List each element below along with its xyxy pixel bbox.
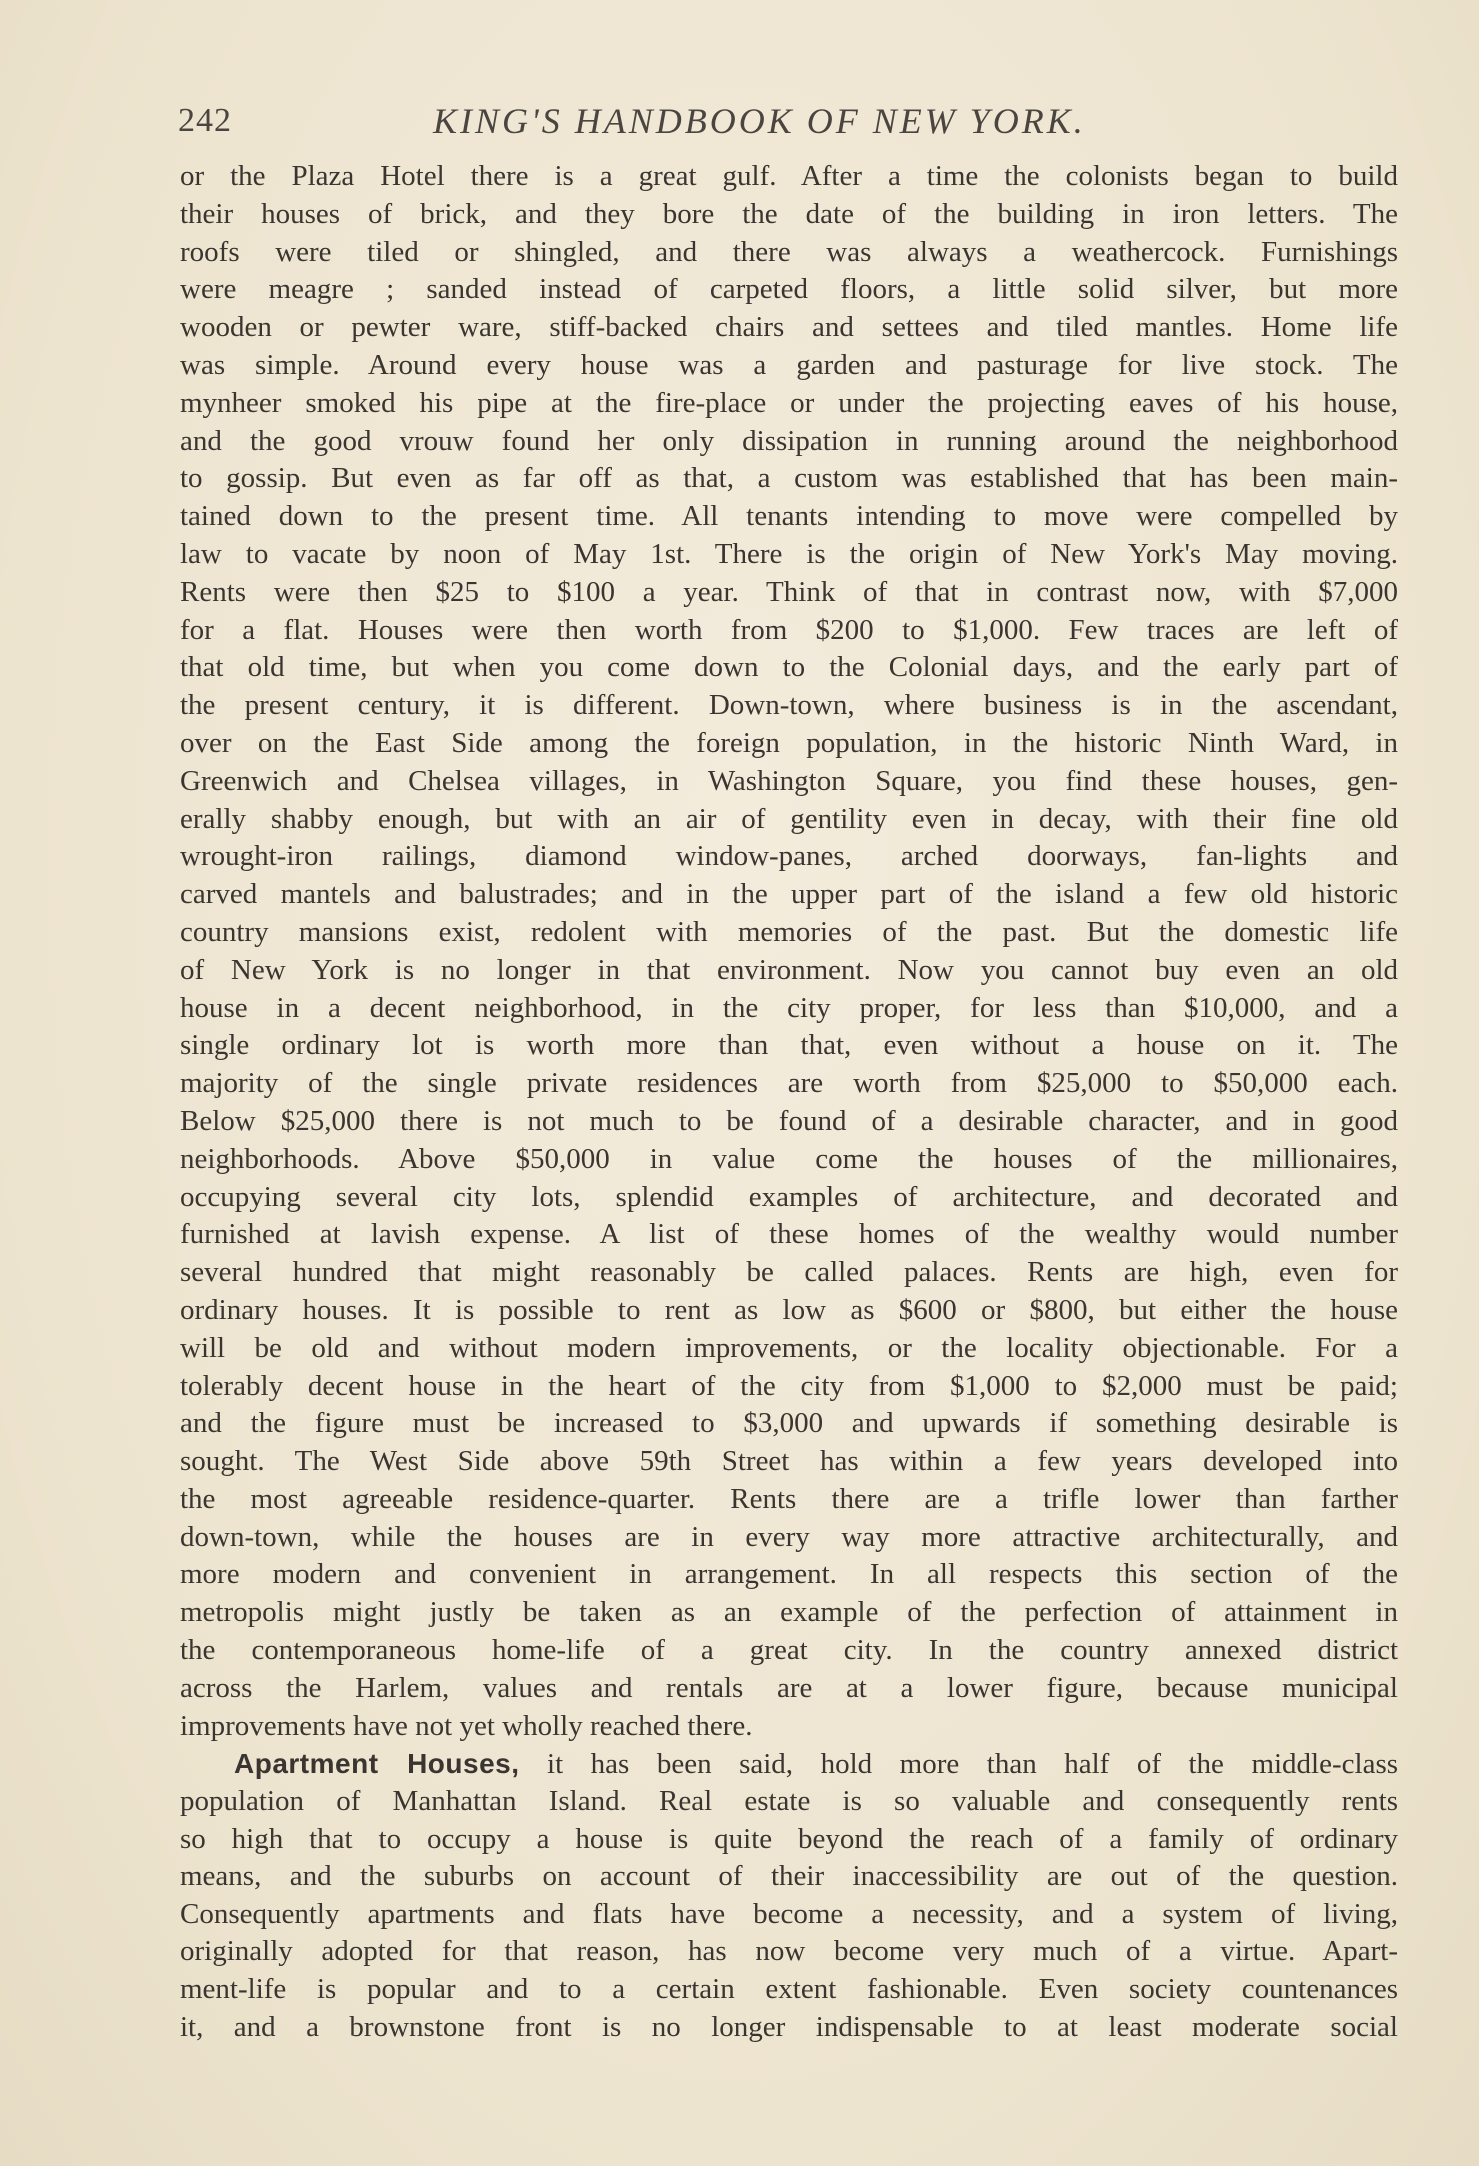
text-line: was simple. Around every house was a garden and pasturage for live stock. The <box>180 348 1398 381</box>
text-line: will be old and without modern improvements, or the locality objectionable. For a <box>180 1331 1398 1364</box>
text-line: law to vacate by noon of May 1st. There is the origin of New York's May moving. <box>180 537 1398 570</box>
text-line: neighborhoods. Above $50,000 in value come the houses of the millionaires, <box>180 1142 1398 1175</box>
text-line: house in a decent neighborhood, in the city proper, for less than $10,000, and a <box>180 991 1398 1024</box>
text-line: ordinary houses. It is possible to rent as low as $600 or $800, but either the house <box>180 1293 1398 1326</box>
text-line: country mansions exist, redolent with memories of the past. But the domestic life <box>180 915 1398 948</box>
text-line: Rents were then $25 to $100 a year. Think of that in contrast now, with $7,000 <box>180 575 1398 608</box>
text-line: across the Harlem, values and rentals are at a lower figure, because municipal <box>180 1671 1398 1704</box>
text-line: carved mantels and balustrades; and in the upper part of the island a few old historic <box>180 878 1398 911</box>
text-line: means, and the suburbs on account of their inaccessibility are out of the question. <box>180 1860 1398 1893</box>
text-line: single ordinary lot is worth more than that, even without a house on it. The <box>180 1029 1398 1062</box>
text-line: were meagre ; sanded instead of carpeted floors, a little solid silver, but more <box>180 273 1398 306</box>
text-line: so high that to occupy a house is quite beyond the reach of a family of ordinary <box>180 1822 1398 1855</box>
text-line: that old time, but when you come down to the Colonial days, and the early part of <box>180 651 1398 684</box>
text-line: or the Plaza Hotel there is a great gulf. After a time the colonists began to build <box>180 160 1398 192</box>
text-line-rest: it has been said, hold more than half of the middle-class <box>519 1748 1398 1781</box>
text-line: population of Manhattan Island. Real estate is so valuable and consequently rents <box>180 1785 1398 1818</box>
page-header <box>178 92 1408 148</box>
text-line: furnished at lavish expense. A list of these homes of the wealthy would number <box>180 1218 1398 1251</box>
text-line: tolerably decent house in the heart of the city from $1,000 to $2,000 must be paid; <box>180 1369 1398 1402</box>
section-lead-heading: Apartment Houses, <box>234 1748 520 1780</box>
text-line: the most agreeable residence-quarter. Rents there are a trifle lower than farther <box>180 1482 1398 1515</box>
text-line: and the figure must be increased to $3,000 and upwards if something desirable is <box>180 1407 1398 1440</box>
text-line: several hundred that might reasonably be called palaces. Rents are high, even for <box>180 1256 1398 1289</box>
paragraph-home-life <box>180 158 1398 1745</box>
text-line: it, and a brownstone front is no longer indispensable to at least moderate social <box>180 2010 1398 2043</box>
text-line: wrought-iron railings, diamond window-panes, arched doorways, fan-lights and <box>180 840 1398 873</box>
text-line: the present century, it is different. Down-town, where business is in the ascendant, <box>180 689 1398 722</box>
text-line: over on the East Side among the foreign population, in the historic Ninth Ward, in <box>180 726 1398 759</box>
text-line: Consequently apartments and flats have become a necessity, and a system of living, <box>180 1897 1398 1930</box>
text-line: mynheer smoked his pipe at the fire-place or under the projecting eaves of his house, <box>180 386 1398 419</box>
text-line: ment-life is popular and to a certain extent fashionable. Even society countenances <box>180 1973 1398 2006</box>
page-number: 242 <box>178 102 232 139</box>
text-line: occupying several city lots, splendid examples of architecture, and decorated and <box>180 1180 1398 1213</box>
text-line: erally shabby enough, but with an air of gentility even in decay, with their fine old <box>180 802 1398 835</box>
body-text <box>180 158 1398 2046</box>
text-line: more modern and convenient in arrangement. In all respects this section of the <box>180 1558 1398 1591</box>
text-line <box>180 1745 1398 1783</box>
text-line: improvements have not yet wholly reached there. <box>180 1709 753 1742</box>
text-line: for a flat. Houses were then worth from $200 to $1,000. Few traces are left of <box>180 613 1398 646</box>
text-line: originally adopted for that reason, has now become very much of a virtue. Apart- <box>180 1935 1398 1968</box>
paragraph-apartment-houses <box>180 1745 1398 2046</box>
running-title: KING'S HANDBOOK OF NEW YORK. <box>433 101 1086 141</box>
text-line: Greenwich and Chelsea villages, in Washington Square, you find these houses, gen- <box>180 764 1398 797</box>
text-line: metropolis might justly be taken as an example of the perfection of attainment in <box>180 1596 1398 1629</box>
text-line: their houses of brick, and they bore the date of the building in iron letters. The <box>180 197 1398 230</box>
text-line: sought. The West Side above 59th Street has within a few years developed into <box>180 1445 1398 1478</box>
text-line: wooden or pewter ware, stiff-backed chairs and settees and tiled mantles. Home life <box>180 311 1398 344</box>
text-line: down-town, while the houses are in every way more attractive architecturally, and <box>180 1520 1398 1553</box>
text-line: majority of the single private residences are worth from $25,000 to $50,000 each. <box>180 1067 1398 1100</box>
text-line: tained down to the present time. All tenants intending to move were compelled by <box>180 500 1398 533</box>
text-line: the contemporaneous home-life of a great city. In the country annexed district <box>180 1634 1398 1667</box>
text-line: and the good vrouw found her only dissipation in running around the neighborhood <box>180 424 1398 457</box>
text-line: to gossip. But even as far off as that, a custom was established that has been main- <box>180 462 1398 495</box>
text-line: roofs were tiled or shingled, and there was always a weathercock. Furnishings <box>180 235 1398 268</box>
text-line: of New York is no longer in that environment. Now you cannot buy even an old <box>180 953 1398 986</box>
text-line: Below $25,000 there is not much to be found of a desirable character, and in good <box>180 1104 1398 1137</box>
